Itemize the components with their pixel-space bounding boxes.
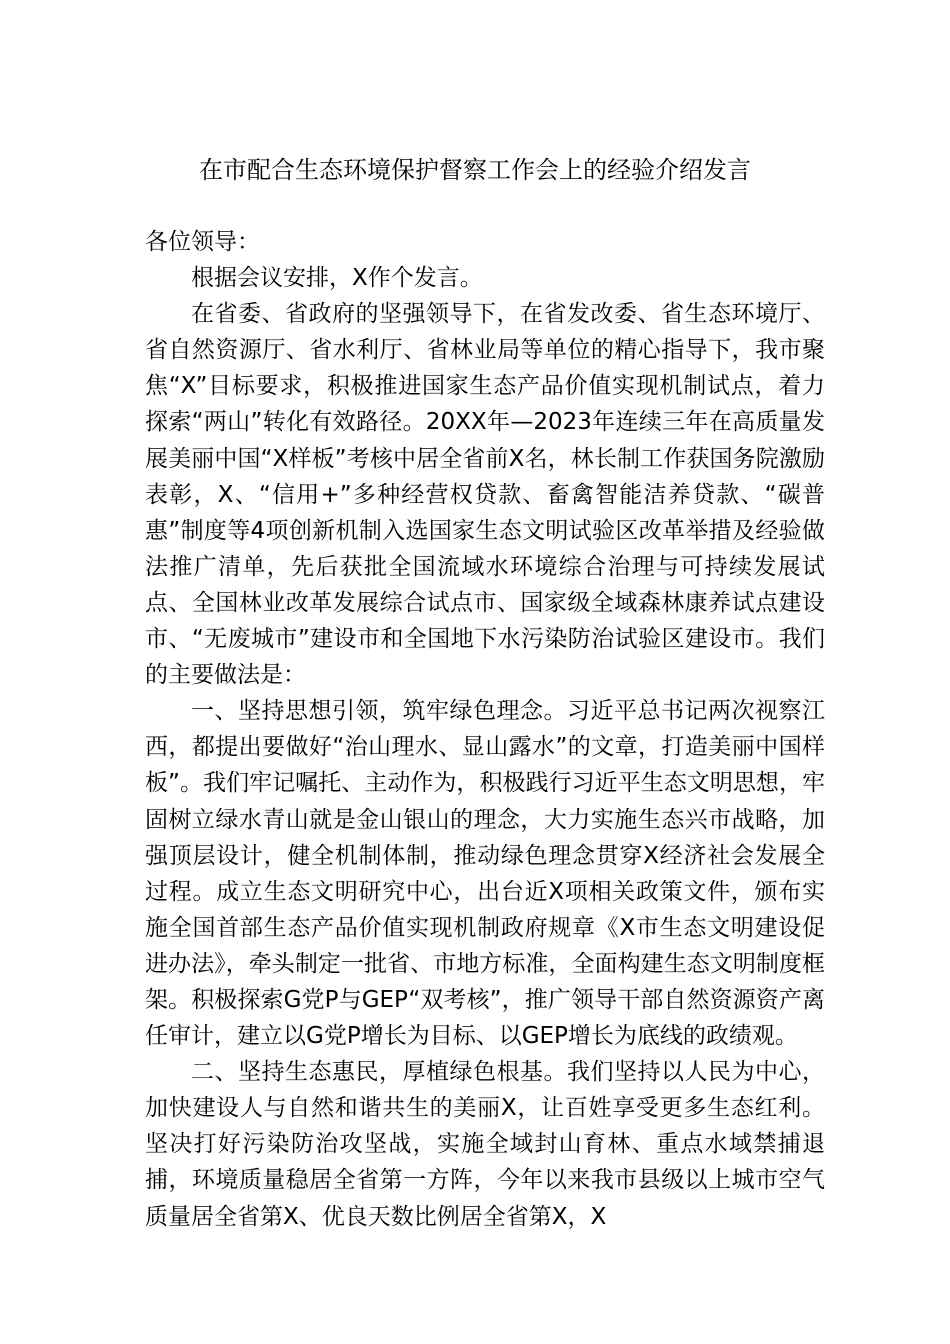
salutation: 各位领导： — [145, 229, 260, 255]
paragraph-section-two: 二、坚持生态惠民，厚植绿色根基。我们坚持以人民为中心，加快建设人与自然和谐共生的美丽X，让百姓享受更多生态红利。坚决打好污染防治攻坚战，实施全域封山育林、重点水域禁捕退捕，环境质量稳居全省第一方阵，今年以来我市县级以上城市空气质量居全省第X、优良天数比例居全省第X，X — [145, 1059, 825, 1230]
document-body — [145, 224, 825, 1235]
paragraph-section-one: 一、坚持思想引领，筑牢绿色理念。习近平总书记两次视察江西，都提出要做好“治山理水、显山露水”的文章，打造美丽中国样板”。我们牢记嘱托、主动作为，积极践行习近平生态文明思想，牢固树立绿水青山就是金山银山的理念，大力实施生态兴市战略，加强顶层设计，健全机制体制，推动绿色理念贯穿X经济社会发展全过程。成立生态文明研究中心，出台近X项相关政策文件，颁布实施全国首部生态产品价值实现机制政府规章《X市生态文明建设促进办法》，牵头制定一批省、市地方标准，全面构建生态文明制度框架。积极探索G党P与GEP“双考核”，推广领导干部自然资源资产离任审计，建立以G党P增长为目标、以GEP增长为底线的政绩观。 — [145, 698, 825, 1050]
paragraph-overview: 在省委、省政府的坚强领导下，在省发改委、省生态环境厅、省自然资源厅、省水利厅、省林业局等单位的精心指导下，我市聚焦“X”目标要求，积极推进国家生态产品价值实现机制试点，着力探索“两山”转化有效路径。20XX年—2023年连续三年在高质量发展美丽中国“X样板”考核中居全省前X名，林长制工作获国务院激励表彰，X、“信用+”多种经营权贷款、畜禽智能洁养贷款、“碳普惠”制度等4项创新机制入选国家生态文明试验区改革举措及经验做法推广清单，先后获批全国流域水环境综合治理与可持续发展试点、全国林业改革发展综合试点市、国家级全域森林康养试点建设市、“无废城市”建设市和全国地下水污染防治试验区建设市。我们的主要做法是： — [145, 301, 825, 689]
paragraph-intro: 根据会议安排，X作个发言。 — [191, 265, 483, 292]
document-title: 在市配合生态环境保护督察工作会上的经验介绍发言 — [199, 156, 751, 184]
